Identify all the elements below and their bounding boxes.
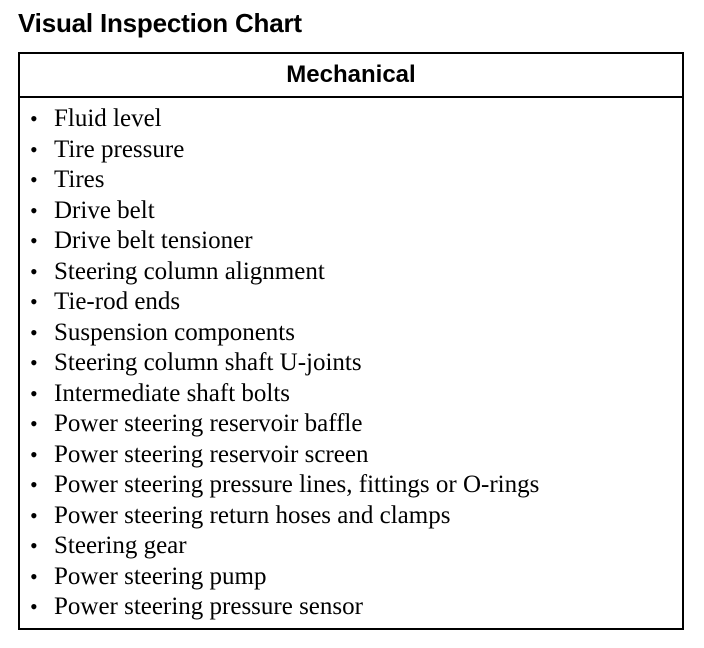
bullet-icon: • [30,563,38,589]
inspection-item-list [20,98,682,623]
bullet-icon: • [30,502,38,528]
list-item [28,287,682,318]
list-item [28,257,682,288]
bullet-icon: • [30,197,38,223]
bullet-icon: • [30,258,38,284]
bullet-icon: • [30,380,38,406]
list-item-label: Intermediate shaft bolts [54,379,291,407]
inspection-table [18,52,684,630]
list-item [28,409,682,440]
list-item [28,165,682,196]
list-item-label: Drive belt [54,196,155,224]
list-item-label: Power steering reservoir baffle [54,410,363,438]
list-item-label: Steering column shaft U-joints [54,349,362,377]
list-item-label: Power steering reservoir screen [54,440,369,468]
list-item-label: Power steering pressure lines, fittings or O-rings [54,471,540,499]
bullet-icon: • [30,472,38,498]
list-item [28,196,682,227]
list-item [28,318,682,349]
bullet-icon: • [30,319,38,345]
list-item-label: Suspension components [54,318,295,346]
list-item-label: Steering column alignment [54,257,325,285]
bullet-icon: • [30,594,38,620]
bullet-icon: • [30,533,38,559]
list-item-label: Tires [54,166,105,194]
bullet-icon: • [30,289,38,315]
bullet-icon: • [30,106,38,132]
page-title: Visual Inspection Chart [18,8,302,38]
list-item [28,348,682,379]
list-item-label: Power steering pressure sensor [54,593,363,621]
list-item [28,470,682,501]
list-item-label: Tie-rod ends [54,288,181,316]
table-header-mechanical: Mechanical [20,54,682,98]
bullet-icon: • [30,228,38,254]
list-item-label: Power steering pump [54,562,267,590]
list-item [28,531,682,562]
list-item [28,440,682,471]
list-item-label: Drive belt tensioner [54,227,253,255]
list-item [28,379,682,410]
list-item [28,592,682,623]
list-item-label: Power steering return hoses and clamps [54,501,451,529]
list-item-label: Tire pressure [54,135,185,163]
list-item [28,135,682,166]
bullet-icon: • [30,167,38,193]
list-item [28,104,682,135]
list-item [28,501,682,532]
list-item [28,562,682,593]
bullet-icon: • [30,411,38,437]
bullet-icon: • [30,350,38,376]
list-item [28,226,682,257]
bullet-icon: • [30,441,38,467]
list-item-label: Fluid level [54,105,162,133]
bullet-icon: • [30,136,38,162]
list-item-label: Steering gear [54,532,187,560]
